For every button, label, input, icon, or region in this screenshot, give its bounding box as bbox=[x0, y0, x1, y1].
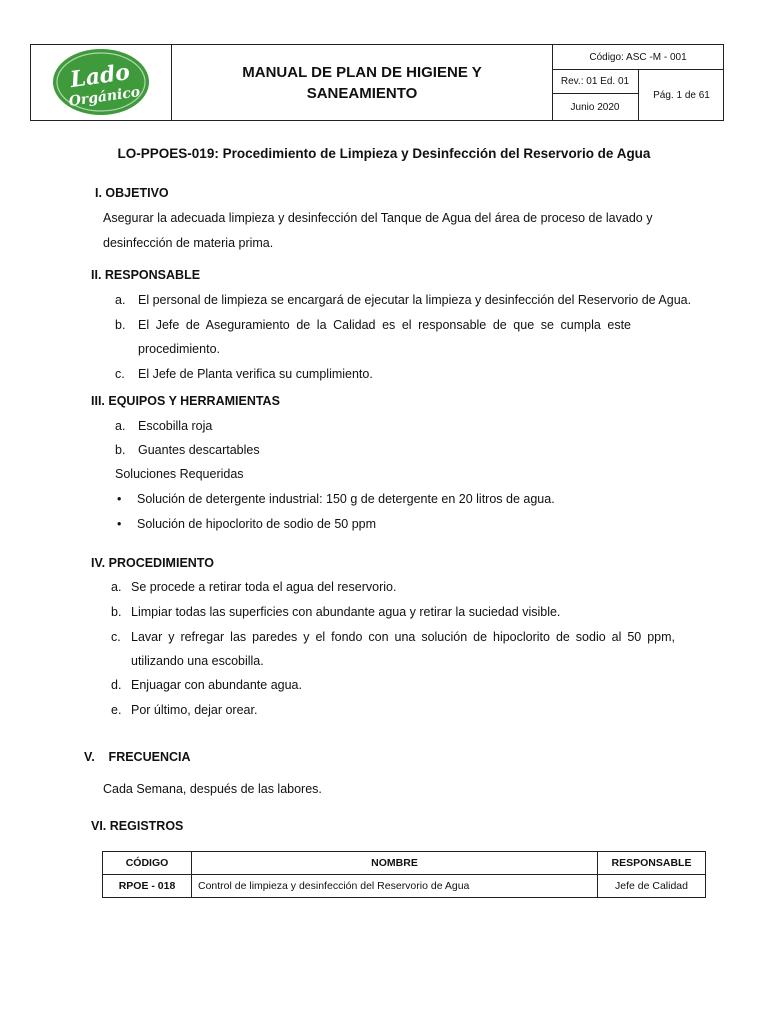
list-marker: a. bbox=[115, 293, 126, 307]
list-item: El Jefe de Aseguramiento de la Calidad es el responsable de que se cumpla este bbox=[138, 318, 631, 332]
header-meta bbox=[552, 45, 724, 120]
table-cell: Jefe de Calidad bbox=[598, 875, 706, 898]
list-item: Limpiar todas las superficies con abundante agua y retirar la suciedad visible. bbox=[131, 605, 561, 619]
page-number: Pág. 1 de 61 bbox=[653, 89, 710, 101]
lado-organico-logo bbox=[31, 45, 171, 120]
objetivo-line-1: Asegurar la adecuada limpieza y desinfección del Tanque de Agua del área de proceso de lavado y bbox=[103, 211, 653, 225]
table-row bbox=[103, 875, 706, 898]
list-item-continuation: utilizando una escobilla. bbox=[131, 654, 264, 668]
list-marker: c. bbox=[115, 367, 125, 381]
list-marker: e. bbox=[111, 703, 122, 717]
list-marker: d. bbox=[111, 678, 122, 692]
list-item: Guantes descartables bbox=[138, 443, 260, 457]
table-cell: Control de limpieza y desinfección del Reservorio de Agua bbox=[192, 875, 598, 898]
procedure-title: LO-PPOES-019: Procedimiento de Limpieza y Desinfección del Reservorio de Agua bbox=[117, 146, 651, 161]
manual-title: MANUAL DE PLAN DE HIGIENE Y SANEAMIENTO bbox=[242, 63, 482, 102]
section-equipos-heading: III. EQUIPOS Y HERRAMIENTAS bbox=[91, 394, 280, 408]
header-title-cell bbox=[172, 45, 553, 120]
document-revision: Rev.: 01 Ed. 01 bbox=[552, 70, 639, 94]
column-header: CÓDIGO bbox=[103, 852, 192, 875]
solucion-item: Solución de hipoclorito de sodio de 50 ppm bbox=[137, 517, 377, 531]
list-marker: a. bbox=[115, 419, 126, 433]
bullet: • bbox=[117, 517, 122, 531]
bullet: • bbox=[117, 492, 122, 506]
document-code: Código: ASC -M - 001 bbox=[552, 45, 724, 70]
list-item: El Jefe de Planta verifica su cumplimiento. bbox=[138, 367, 373, 381]
list-item: Lavar y refregar las paredes y el fondo con una solución de hipoclorito de sodio al 50 ppm, bbox=[131, 630, 675, 644]
logo-cell bbox=[31, 45, 172, 120]
list-item: Enjuagar con abundante agua. bbox=[131, 678, 302, 692]
list-marker: b. bbox=[111, 605, 122, 619]
section-registros-heading: VI. REGISTROS bbox=[91, 819, 184, 833]
frecuencia-text: Cada Semana, después de las labores. bbox=[103, 782, 322, 796]
table-header-row bbox=[103, 852, 706, 875]
logo-line1: Lado bbox=[68, 59, 132, 94]
list-item-continuation: procedimiento. bbox=[138, 342, 220, 356]
list-item: El personal de limpieza se encargará de ejecutar la limpieza y desinfección del Reservorio de Agua. bbox=[138, 293, 692, 307]
section-frecuencia-heading: V. FRECUENCIA bbox=[84, 750, 191, 764]
table-cell: RPOE - 018 bbox=[103, 875, 192, 898]
column-header: RESPONSABLE bbox=[598, 852, 706, 875]
objetivo-line-2: desinfección de materia prima. bbox=[103, 236, 274, 250]
section-procedimiento-heading: IV. PROCEDIMIENTO bbox=[91, 556, 214, 570]
registros-table bbox=[102, 851, 706, 898]
document-date: Junio 2020 bbox=[552, 94, 639, 120]
list-item: Escobilla roja bbox=[138, 419, 213, 433]
list-item: Por último, dejar orear. bbox=[131, 703, 258, 717]
soluciones-label: Soluciones Requeridas bbox=[115, 467, 244, 481]
solucion-item: Solución de detergente industrial: 150 g de detergente en 20 litros de agua. bbox=[137, 492, 555, 506]
list-marker: c. bbox=[111, 630, 121, 644]
section-objetivo-heading: I. OBJETIVO bbox=[95, 186, 169, 200]
list-marker: b. bbox=[115, 318, 126, 332]
list-item: Se procede a retirar toda el agua del reservorio. bbox=[131, 580, 397, 594]
logo-line2: Orgánico bbox=[67, 84, 142, 110]
column-header: NOMBRE bbox=[192, 852, 598, 875]
list-marker: a. bbox=[111, 580, 122, 594]
section-responsable-heading: II. RESPONSABLE bbox=[91, 268, 201, 282]
list-marker: b. bbox=[115, 443, 126, 457]
document-header bbox=[30, 44, 724, 121]
